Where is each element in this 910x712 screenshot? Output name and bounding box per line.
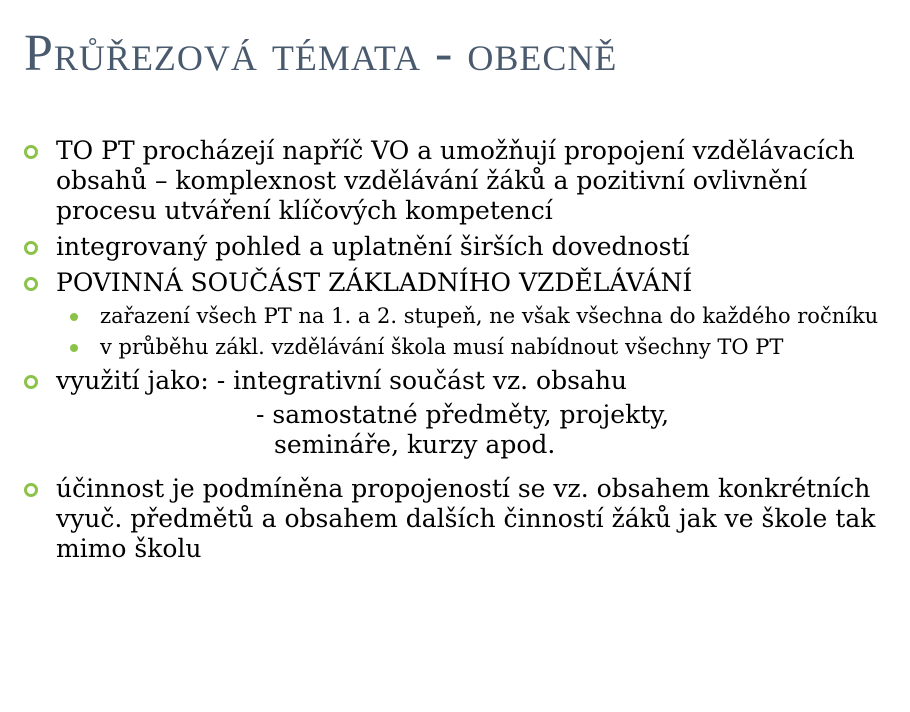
bullet-text: integrovaný pohled a uplatnění širších dovedností xyxy=(56,232,690,261)
bullet-usage xyxy=(22,366,892,396)
dot-bullet-icon xyxy=(70,313,78,321)
continuation-line-2: semináře, kurzy apod. xyxy=(274,430,556,459)
subbullet-all-stages xyxy=(22,304,892,329)
subbullet-text: v průběhu zákl. vzdělávání škola musí nabídnout všechny TO PT xyxy=(100,335,784,359)
ring-bullet-icon xyxy=(24,375,38,389)
continuation-line-1: - samostatné předměty, projekty, xyxy=(256,400,670,429)
bullet-text: POVINNÁ SOUČÁST ZÁKLADNÍHO VZDĚLÁVÁNÍ xyxy=(56,268,693,297)
subbullet-text: zařazení všech PT na 1. a 2. stupeň, ne však všechna do každého ročníku xyxy=(100,304,879,328)
bullet-effectiveness xyxy=(22,474,892,564)
subbullet-school-must-offer xyxy=(22,335,892,360)
usage-continuation xyxy=(22,400,892,460)
bullet-text: TO PT procházejí napříč VO a umožňují propojení vzdělávacích obsahů – komplexnost vzdělávání žáků a pozitivní ovlivnění procesu utváření klíčových kompetencí xyxy=(56,136,855,225)
ring-bullet-icon xyxy=(24,241,38,255)
ring-bullet-icon xyxy=(24,145,38,159)
slide-title: Průřezová témata - obecně xyxy=(24,25,618,82)
bullet-text: účinnost je podmíněna propojeností se vz. obsahem konkrétních vyuč. předmětů a obsahem dalších činností žáků jak ve škole tak mimo školu xyxy=(56,474,876,563)
bullet-text: využití jako: - integrativní součást vz. obsahu xyxy=(56,366,628,395)
bullet-integrated-view xyxy=(22,232,892,262)
ring-bullet-icon xyxy=(24,277,38,291)
dot-bullet-icon xyxy=(70,344,78,352)
ring-bullet-icon xyxy=(24,483,38,497)
bullet-mandatory xyxy=(22,268,892,298)
slide-content xyxy=(22,136,892,570)
bullet-cross-curricular xyxy=(22,136,892,226)
